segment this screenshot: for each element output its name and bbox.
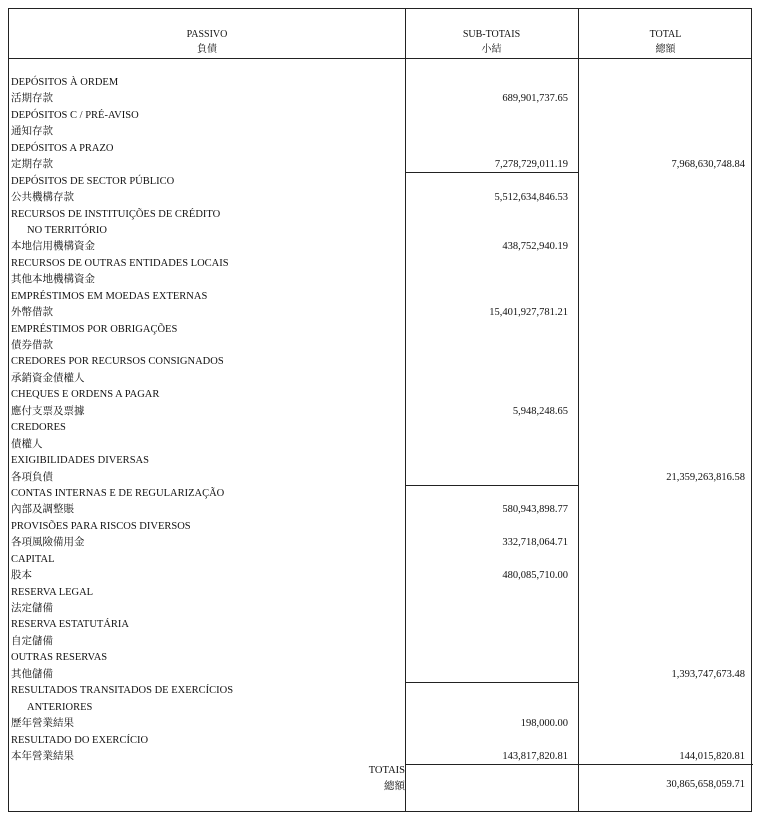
row-label: 公共機構存款: [11, 192, 74, 204]
subtotal-value: 198,000.00: [520, 718, 568, 730]
subtotal-value: 438,752,940.19: [502, 241, 568, 253]
header-subtotais-label: SUB-TOTAIS: [462, 29, 521, 40]
subtotal-value: 689,901,737.65: [502, 93, 568, 105]
row-label: ANTERIORES: [27, 701, 93, 713]
table-row: [9, 256, 751, 272]
row-label: RESERVA LEGAL: [11, 586, 94, 598]
row-label: 其他儲備: [11, 668, 53, 680]
table-row: [9, 535, 751, 551]
table-row: [9, 387, 751, 403]
table-row: [9, 552, 751, 568]
table-row: [9, 91, 751, 107]
row-label: 通知存款: [11, 126, 53, 138]
table-row: [9, 124, 751, 140]
subtotal-value: 15,401,927,781.21: [489, 307, 568, 319]
table-row: [9, 108, 751, 124]
subtotal-value: 580,943,898.77: [502, 504, 568, 516]
table-row: [9, 354, 751, 370]
grand-total-value: 30,865,658,059.71: [666, 779, 745, 790]
row-label: 債券借款: [11, 340, 53, 351]
table-row: [9, 338, 751, 354]
header-total: [578, 27, 753, 57]
row-label: CONTAS INTERNAS E DE REGULARIZAÇÃO: [11, 487, 225, 499]
row-label: 外幣借款: [11, 307, 53, 319]
row-label: 定期存款: [11, 159, 53, 171]
table-row: [9, 289, 751, 305]
table-row: [9, 716, 751, 732]
subtotal-value: 7,278,729,011.19: [494, 159, 568, 171]
row-label: EXIGIBILIDADES DIVERSAS: [11, 455, 149, 467]
subtotal-value: 143,817,820.81: [502, 750, 568, 762]
table-row: [9, 322, 751, 338]
table-row: [9, 470, 751, 486]
row-label: 各項負債: [11, 471, 53, 483]
subtotal-value: 480,085,710.00: [502, 570, 568, 582]
row-label: 法定儲備: [11, 603, 53, 614]
row-label: 股本: [11, 570, 32, 582]
header-total-label-zh: 總額: [655, 44, 676, 55]
row-label: RESULTADOS TRANSITADOS DE EXERCÍCIOS: [11, 685, 234, 697]
row-label: NO TERRITÓRIO: [27, 224, 108, 236]
subtotal-value: 5,948,248.65: [512, 405, 568, 417]
row-label: 活期存款: [11, 93, 53, 105]
row-label: 應付支票及票據: [11, 405, 85, 417]
table-row: [9, 207, 751, 223]
table-row: [9, 420, 751, 436]
table-row: [9, 174, 751, 190]
row-label: CREDORES: [11, 422, 66, 434]
row-label: 內部及調整賬: [11, 504, 74, 516]
table-row: [9, 453, 751, 469]
row-label: RESULTADO DO EXERCÍCIO: [11, 734, 149, 746]
row-label: 本年營業結果: [11, 750, 74, 762]
table-row: [9, 700, 751, 716]
table-row: [9, 617, 751, 633]
total-value: 21,359,263,816.58: [666, 471, 745, 483]
table-row: [9, 272, 751, 288]
table-row: [9, 502, 751, 518]
row-label: 債權人: [11, 438, 43, 450]
row-label: DEPÓSITOS À ORDEM: [11, 77, 119, 88]
row-label: 承銷資金債權人: [11, 372, 85, 384]
row-label: 自定儲備: [11, 635, 53, 647]
subtotal-value: 332,718,064.71: [502, 537, 568, 549]
table-row: [9, 667, 751, 683]
row-label: OUTRAS RESERVAS: [11, 652, 108, 664]
total-value: 7,968,630,748.84: [671, 159, 745, 171]
row-label: DEPÓSITOS DE SECTOR PÚBLICO: [11, 175, 175, 187]
header-subtotais-label-zh: 小結: [481, 44, 502, 55]
subtotal-rule: [405, 764, 578, 765]
row-label: PROVISÕES PARA RISCOS DIVERSOS: [11, 520, 191, 532]
table-body: [9, 75, 751, 765]
table-row: [9, 437, 751, 453]
table-row: [9, 141, 751, 157]
table-row: [9, 486, 751, 502]
table-row: [9, 568, 751, 584]
totals-label-zh: 總額: [384, 781, 405, 792]
row-label: EMPRÉSTIMOS POR OBRIGAÇÕES: [11, 323, 178, 335]
total-rule: [578, 764, 753, 765]
row-label: 本地信用機構資金: [11, 241, 95, 253]
subtotal-value: 5,512,634,846.53: [494, 192, 568, 204]
table-row: [9, 371, 751, 387]
row-label: CAPITAL: [11, 553, 55, 565]
header-subtotais: [405, 27, 578, 57]
table-row: [9, 733, 751, 749]
row-label: CHEQUES E ORDENS A PAGAR: [11, 389, 160, 401]
header-passivo: [9, 27, 405, 57]
total-value: 1,393,747,673.48: [671, 668, 745, 680]
table-row: [9, 190, 751, 206]
table-row: [9, 75, 751, 91]
row-label: DEPÓSITOS C / PRÉ-AVISO: [11, 109, 139, 121]
row-label: 其他本地機構資金: [11, 274, 95, 286]
table-row: [9, 601, 751, 617]
table-row: [9, 683, 751, 699]
balance-sheet-liabilities-table: [8, 8, 752, 812]
totals-label: TOTAIS: [368, 765, 405, 776]
table-header: [9, 9, 751, 59]
header-passivo-label-zh: 負債: [197, 44, 217, 55]
table-row: [9, 223, 751, 239]
table-row: [9, 157, 751, 173]
row-label: 歷年營業結果: [11, 718, 74, 730]
table-row: [9, 404, 751, 420]
row-label: CREDORES POR RECURSOS CONSIGNADOS: [11, 356, 224, 368]
row-label: EMPRÉSTIMOS EM MOEDAS EXTERNAS: [11, 290, 208, 302]
row-label: DEPÓSITOS A PRAZO: [11, 142, 114, 154]
total-value: 144,015,820.81: [679, 750, 745, 762]
table-row: [9, 519, 751, 535]
table-row: [9, 305, 751, 321]
row-label: RECURSOS DE OUTRAS ENTIDADES LOCAIS: [11, 257, 229, 269]
table-row: [9, 585, 751, 601]
row-label: RESERVA ESTATUTÁRIA: [11, 619, 130, 631]
table-row: [9, 239, 751, 255]
header-total-label: TOTAL: [649, 29, 682, 40]
header-passivo-label: PASSIVO: [186, 29, 228, 40]
row-label: 各項風險備用金: [11, 537, 85, 549]
row-label: RECURSOS DE INSTITUIÇÕES DE CRÉDITO: [11, 208, 221, 220]
table-row: [9, 634, 751, 650]
table-row: [9, 650, 751, 666]
